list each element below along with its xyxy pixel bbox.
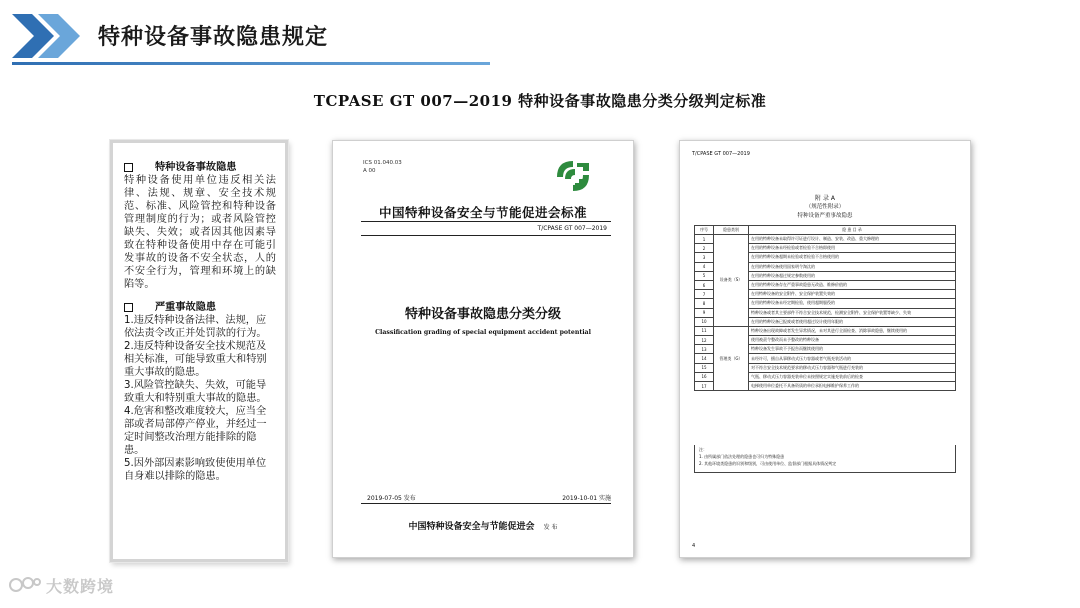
header-underline — [12, 62, 490, 65]
row-content: 特种设备发生事故不予报告而继续使用的 — [749, 345, 956, 354]
row-number: 13 — [695, 345, 714, 354]
row-number: 9 — [695, 308, 714, 317]
appendix-caption: 特种设备严重事故隐患 — [797, 213, 853, 219]
col-no: 序号 — [695, 226, 714, 235]
appendix-nature: （规范性附录） — [805, 204, 845, 210]
appendix-label: 附 录 A — [815, 195, 835, 202]
list-item: 2.违反特种设备安全技术规范及相关标准，可能导致重大和特别重大事故的隐患。 — [124, 341, 267, 378]
association-logo-icon — [551, 155, 595, 199]
list-item: 1.违反特种设备法律、法规，应依法责令改正并处罚款的行为。 — [124, 315, 267, 339]
category-cell: 设备类（S） — [714, 235, 749, 327]
table-header-row — [695, 226, 956, 235]
row-content: 在用的特种设备已报废或者使用超过设计使用年限的 — [749, 317, 956, 326]
row-number: 4 — [695, 262, 714, 271]
table-row — [695, 326, 956, 335]
row-content: 在用的特种设备未经检验或者检验不合格即使用 — [749, 244, 956, 253]
row-content: 未经许可，擅自从事移动式压力容器或者气瓶充装活动的 — [749, 354, 956, 363]
row-content: 特种设备或者其主要部件不符合安全技术规范，检测安全附件、安全保护装置等缺少、失效 — [749, 308, 956, 317]
row-content: 在用的特种设备超过规定参数使用的 — [749, 271, 956, 280]
section1-body: 特种设备使用单位违反相关法律、法规、规章、安全技术规范、标准、风险管控和特种设备管理制度的行为；或者风险管控缺失、失效；或者因其他因素导致在特种设备使用中存在可能引发事故的设备不安全状态，人的不安全行为，管理和环境上的缺陷等。 — [124, 175, 276, 290]
row-content: 使用被责令整改而未予整改的特种设备 — [749, 336, 956, 345]
section2-heading: 严重事故隐患 — [155, 302, 217, 313]
appendix-page — [679, 140, 971, 558]
row-number: 3 — [695, 253, 714, 262]
appendix-notes — [694, 445, 956, 473]
square-bullet-icon — [124, 303, 133, 312]
row-content: 气瓶、移动式压力容器充装单位未按照规定实施充装前后的检查 — [749, 372, 956, 381]
row-number: 14 — [695, 354, 714, 363]
row-number: 11 — [695, 326, 714, 335]
double-chevron-icon — [12, 14, 86, 58]
hazard-table — [694, 225, 956, 391]
list-item: 3.风险管控缺失、失效，可能导致重大和特别重大事故的隐患。 — [124, 380, 267, 404]
cover-standard-name: 特种设备事故隐患分类分级 — [404, 307, 561, 322]
watermark-logo-icon — [8, 573, 42, 597]
section-heading — [124, 161, 276, 174]
definition-card — [110, 140, 288, 562]
issue-date: 2019-07-05 发布 — [367, 495, 416, 502]
ics-code: ICS 01.040.03 — [363, 160, 402, 166]
row-number: 17 — [695, 382, 714, 391]
row-content: 对不符合安全技术规范要求的移动式压力容器和气瓶进行充装的 — [749, 363, 956, 372]
row-content: 在用的特种设备未经定期检验，使用超期服役的 — [749, 299, 956, 308]
section-heading — [124, 301, 276, 314]
cover-rule — [361, 503, 611, 504]
row-number: 15 — [695, 363, 714, 372]
row-number: 1 — [695, 235, 714, 244]
standard-cover-page — [332, 140, 634, 558]
watermark-text: 大数跨境 — [46, 576, 115, 596]
row-content: 在用特种设备的安全附件、安全保护装置失效的 — [749, 290, 956, 299]
implementation-date: 2019-10-01 实施 — [562, 495, 611, 502]
cover-standard-number: T/CPASE GT 007—2019 — [537, 225, 607, 232]
slide-header — [0, 0, 1080, 72]
row-content: 在用的特种设备超期未检验或者检验不合格使用的 — [749, 253, 956, 262]
col-category: 隐患类别 — [714, 226, 749, 235]
category-cell: 管理类（G） — [714, 326, 749, 390]
row-content: 电梯使用单位委托不具备资质的单位承担电梯维护保养工作的 — [749, 382, 956, 391]
page-number: 4 — [692, 543, 696, 549]
class-code: A 00 — [363, 168, 376, 174]
note-1: 1. 由所属部门依法处理的隐患也可归为特殊隐患 — [699, 454, 785, 459]
notes-label: 注： — [699, 447, 707, 452]
table-row — [695, 235, 956, 244]
row-number: 2 — [695, 244, 714, 253]
list-item: 5.因外部因素影响致使使用单位自身难以排除的隐患。 — [124, 458, 267, 482]
slide-title: 特种设备事故隐患规定 — [98, 25, 329, 50]
cover-org-header: 中国特种设备安全与节能促进会标准 — [378, 205, 587, 220]
list-item: 4.危害和整改难度较大，应当全部或者局部停产停业，并经过一定时间整改治理方能排除的隐患。 — [124, 406, 267, 456]
section1-heading: 特种设备事故隐患 — [155, 162, 237, 173]
col-content: 隐 患 目 录 — [749, 226, 956, 235]
standard-title: TCPASE GT 007—2019 特种设备事故隐患分类分级判定标准 — [313, 92, 767, 110]
row-number: 6 — [695, 280, 714, 289]
note-2: 2. 其他环境类隐患的识别和级别，可由使用单位、监督部门根据具体情况判定 — [699, 461, 837, 466]
publish-word: 发 布 — [543, 524, 558, 531]
cover-rule — [361, 221, 611, 222]
row-number: 5 — [695, 271, 714, 280]
row-number: 16 — [695, 372, 714, 381]
watermark — [8, 573, 114, 597]
row-number: 12 — [695, 336, 714, 345]
row-number: 7 — [695, 290, 714, 299]
row-content: 在用的特种设备未取得许可证进行设计、制造、安装、改造、重大修理的 — [749, 235, 956, 244]
cover-rule — [361, 235, 611, 236]
row-content: 特种设备出现故障或者发生异常情况，未对其进行全面检查、消除事故隐患，继续使用的 — [749, 326, 956, 335]
appendix-code: T/CPASE GT 007—2019 — [692, 151, 750, 157]
cover-publisher — [333, 519, 633, 532]
row-content: 在用的特种设备存在严重事故隐患无改造、维修价值的 — [749, 280, 956, 289]
publisher-name: 中国特种设备安全与节能促进会 — [408, 522, 535, 532]
square-bullet-icon — [124, 163, 133, 172]
row-number: 10 — [695, 317, 714, 326]
cover-ics — [363, 159, 402, 175]
row-content: 在用的特种设备使用国家明令淘汰的 — [749, 262, 956, 271]
cover-english-name: Classification grading of special equipment accident potential — [375, 329, 591, 336]
row-number: 8 — [695, 299, 714, 308]
